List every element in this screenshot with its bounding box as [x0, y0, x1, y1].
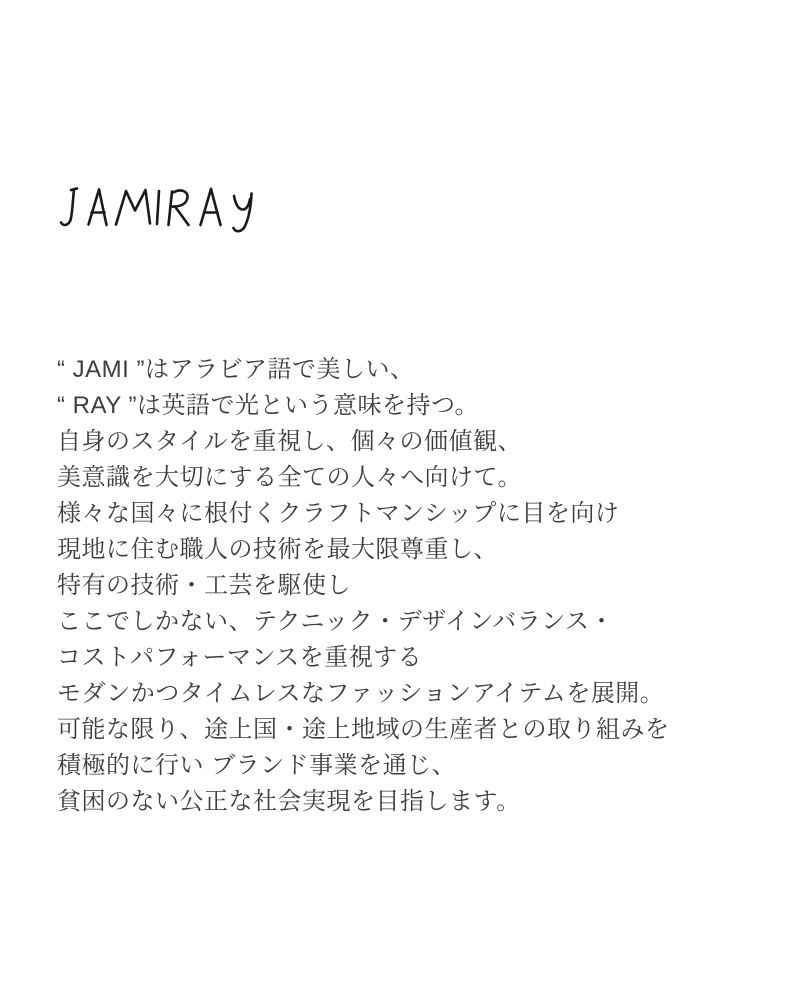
statement-line: 現地に住む職人の技術を最大限尊重し、 [57, 536, 498, 563]
jamiray-logo [58, 184, 258, 236]
statement-line: 貧困のない公正な社会実現を目指します。 [57, 788, 521, 815]
statement-line: モダンかつタイムレスなファッションアイテムを展開。 [57, 680, 665, 707]
statement-line: ここでしかない、テクニック・デザインバランス・ [57, 608, 615, 635]
statement-line: 自身のスタイルを重視し、個々の価値観、 [57, 428, 523, 455]
statement-line: 可能な限り、途上国・途上地域の生産者との取り組みを [57, 716, 670, 743]
statement-line: 積極的に行い ブランド事業を通じ、 [57, 752, 457, 779]
statement-line: 美意識を大切にする全ての人々へ向けて。 [57, 464, 523, 491]
statement-line: “ JAMI ”はアラビア語で美しい、 [57, 356, 415, 383]
brand-statement [57, 352, 757, 820]
jamiray-logo-image [58, 184, 258, 236]
statement-line: 様々な国々に根付くクラフトマンシップに目を向け [57, 500, 620, 527]
statement-line: 特有の技術・工芸を駆使し [57, 572, 351, 599]
statement-line: コストパフォーマンスを重視する [57, 644, 423, 671]
statement-line: “ RAY ”は英語で光という意味を持つ。 [57, 392, 479, 419]
